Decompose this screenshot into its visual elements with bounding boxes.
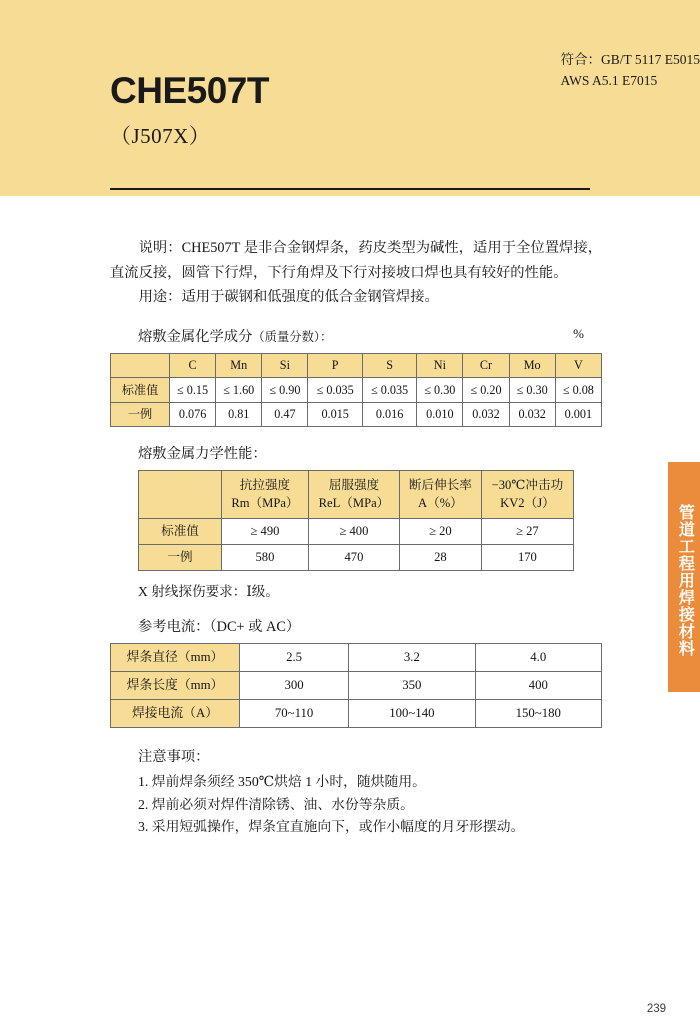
header-inner — [110, 72, 590, 150]
mech-row1-label: 一例 — [139, 544, 222, 570]
mech-row1-impact: 170 — [481, 544, 573, 570]
reference-current-table — [110, 643, 602, 729]
note-item: 1. 焊前焊条须经 350℃烘焙 1 小时，随烘随用。 — [138, 774, 426, 790]
mech-row0-impact: ≥ 27 — [481, 518, 573, 544]
cur-row0-v2: 4.0 — [475, 643, 601, 671]
note-item: 2. 焊前必须对焊件清除锈、油、水份等杂质。 — [138, 796, 414, 812]
chem-row1-c: 0.076 — [170, 402, 216, 426]
chem-row1-label: 一例 — [111, 402, 170, 426]
mech-col-yield — [308, 471, 399, 519]
cur-row2-v1: 100~140 — [349, 700, 475, 728]
content — [110, 236, 602, 838]
cur-row2-v2: 150~180 — [475, 700, 601, 728]
table-header-row — [111, 353, 602, 377]
cur-row1-v1: 350 — [349, 671, 475, 699]
chem-col-p: P — [308, 353, 362, 377]
cur-row0-label: 焊条直径（mm） — [111, 643, 240, 671]
description-text: CHE507T 是非合金钢焊条，药皮类型为碱性，适用于全位置焊接，直流反接，圆管下行焊，下行角焊及下行对接坡口焊也具有较好的性能。 — [110, 240, 602, 281]
chem-row1-ni: 0.010 — [417, 402, 463, 426]
chem-section-title — [110, 326, 602, 346]
chem-row1-mn: 0.81 — [216, 402, 262, 426]
mech-col-tensile-line2: Rm（MPa） — [231, 496, 299, 511]
mech-col-impact-line2: KV2（J） — [500, 496, 555, 511]
mech-row1-elongation: 28 — [399, 544, 481, 570]
standard-line-gb: 符合：GB/T 5117 E5015 — [560, 52, 700, 67]
table-row — [139, 544, 574, 570]
table-row — [111, 643, 602, 671]
chem-col-si: Si — [262, 353, 308, 377]
table-row — [139, 518, 574, 544]
chem-row1-cr: 0.032 — [463, 402, 509, 426]
mech-row0-tensile: ≥ 490 — [222, 518, 309, 544]
mech-corner-cell — [139, 471, 222, 519]
cur-row1-label: 焊条长度（mm） — [111, 671, 240, 699]
mech-row1-tensile: 580 — [222, 544, 309, 570]
table-row — [111, 378, 602, 402]
table-row — [111, 700, 602, 728]
current-section-title: 参考电流：（DC+ 或 AC） — [138, 618, 301, 635]
cur-row2-v0: 70~110 — [240, 700, 349, 728]
chem-corner-cell — [111, 353, 170, 377]
description-paragraph — [110, 236, 602, 285]
mech-row1-yield: 470 — [308, 544, 399, 570]
mech-col-impact-line1: −30℃冲击功 — [491, 478, 564, 493]
chem-row1-p: 0.015 — [308, 402, 362, 426]
side-tab-label: 管道工程用焊接材料 — [668, 462, 700, 692]
page-subtitle: （J507X） — [110, 124, 211, 148]
chem-title-text: 熔敷金属化学成分 — [138, 328, 253, 345]
chem-col-mn: Mn — [216, 353, 262, 377]
mech-col-elongation-line2: A（%） — [418, 496, 463, 511]
chem-col-cr: Cr — [463, 353, 509, 377]
table-row — [111, 671, 602, 699]
cur-row0-v1: 3.2 — [349, 643, 475, 671]
chem-row0-ni: ≤ 0.30 — [417, 378, 463, 402]
chem-col-mo: Mo — [509, 353, 555, 377]
mech-row0-elongation: ≥ 20 — [399, 518, 481, 544]
mech-col-impact — [481, 471, 573, 519]
chem-row0-c: ≤ 0.15 — [170, 378, 216, 402]
mech-col-yield-line2: ReL（MPa） — [318, 496, 390, 511]
standard-line-aws: AWS A5.1 E7015 — [560, 72, 658, 88]
note-item: 3. 采用短弧操作，焊条宜直施向下，或作小幅度的月牙形摆动。 — [138, 819, 525, 835]
cur-row1-v2: 400 — [475, 671, 601, 699]
chem-col-v: V — [555, 353, 601, 377]
chem-row0-s: ≤ 0.035 — [362, 378, 416, 402]
mech-col-elongation-line1: 断后伸长率 — [408, 478, 472, 493]
chem-row1-s: 0.016 — [362, 402, 416, 426]
chem-row0-v: ≤ 0.08 — [555, 378, 601, 402]
chem-col-s: S — [362, 353, 416, 377]
mech-col-tensile — [222, 471, 309, 519]
table-header-row — [139, 471, 574, 519]
mech-section-title: 熔敷金属力学性能： — [138, 446, 267, 463]
chem-row0-mo: ≤ 0.30 — [509, 378, 555, 402]
mech-row0-label: 标准值 — [139, 518, 222, 544]
mech-row0-yield: ≥ 400 — [308, 518, 399, 544]
mech-col-yield-line1: 屈服强度 — [328, 478, 380, 493]
usage-paragraph — [110, 285, 602, 310]
mech-col-tensile-line1: 抗拉强度 — [239, 478, 291, 493]
cur-row1-v0: 300 — [240, 671, 349, 699]
usage-label: 用途： — [138, 289, 182, 306]
mechanical-properties-table — [138, 470, 574, 571]
chem-col-c: C — [170, 353, 216, 377]
chem-unit: % — [573, 325, 584, 341]
chem-row0-mn: ≤ 1.60 — [216, 378, 262, 402]
xray-requirement: X 射线探伤要求：Ⅰ级。 — [138, 583, 279, 599]
chem-row1-mo: 0.032 — [509, 402, 555, 426]
notes-title: 注意事项： — [138, 749, 210, 766]
mech-col-elongation — [399, 471, 481, 519]
chem-row1-v: 0.001 — [555, 402, 601, 426]
page-title: CHE507T — [110, 70, 269, 111]
chem-title-note: （质量分数）： — [252, 329, 333, 344]
chem-row1-si: 0.47 — [262, 402, 308, 426]
chem-col-ni: Ni — [417, 353, 463, 377]
standards-block — [560, 50, 700, 92]
usage-text: 适用于碳钢和低强度的低合金钢管焊接。 — [181, 289, 439, 306]
table-row — [111, 402, 602, 426]
header-band — [0, 0, 700, 196]
cur-row0-v0: 2.5 — [240, 643, 349, 671]
page-number: 239 — [646, 1003, 666, 1015]
cur-row2-label: 焊接电流（A） — [111, 700, 240, 728]
chemical-composition-table — [110, 353, 602, 427]
chem-row0-si: ≤ 0.90 — [262, 378, 308, 402]
chem-row0-cr: ≤ 0.20 — [463, 378, 509, 402]
header-divider — [110, 188, 590, 190]
chem-row0-label: 标准值 — [111, 378, 170, 402]
chem-row0-p: ≤ 0.035 — [308, 378, 362, 402]
description-label: 说明： — [138, 240, 182, 256]
